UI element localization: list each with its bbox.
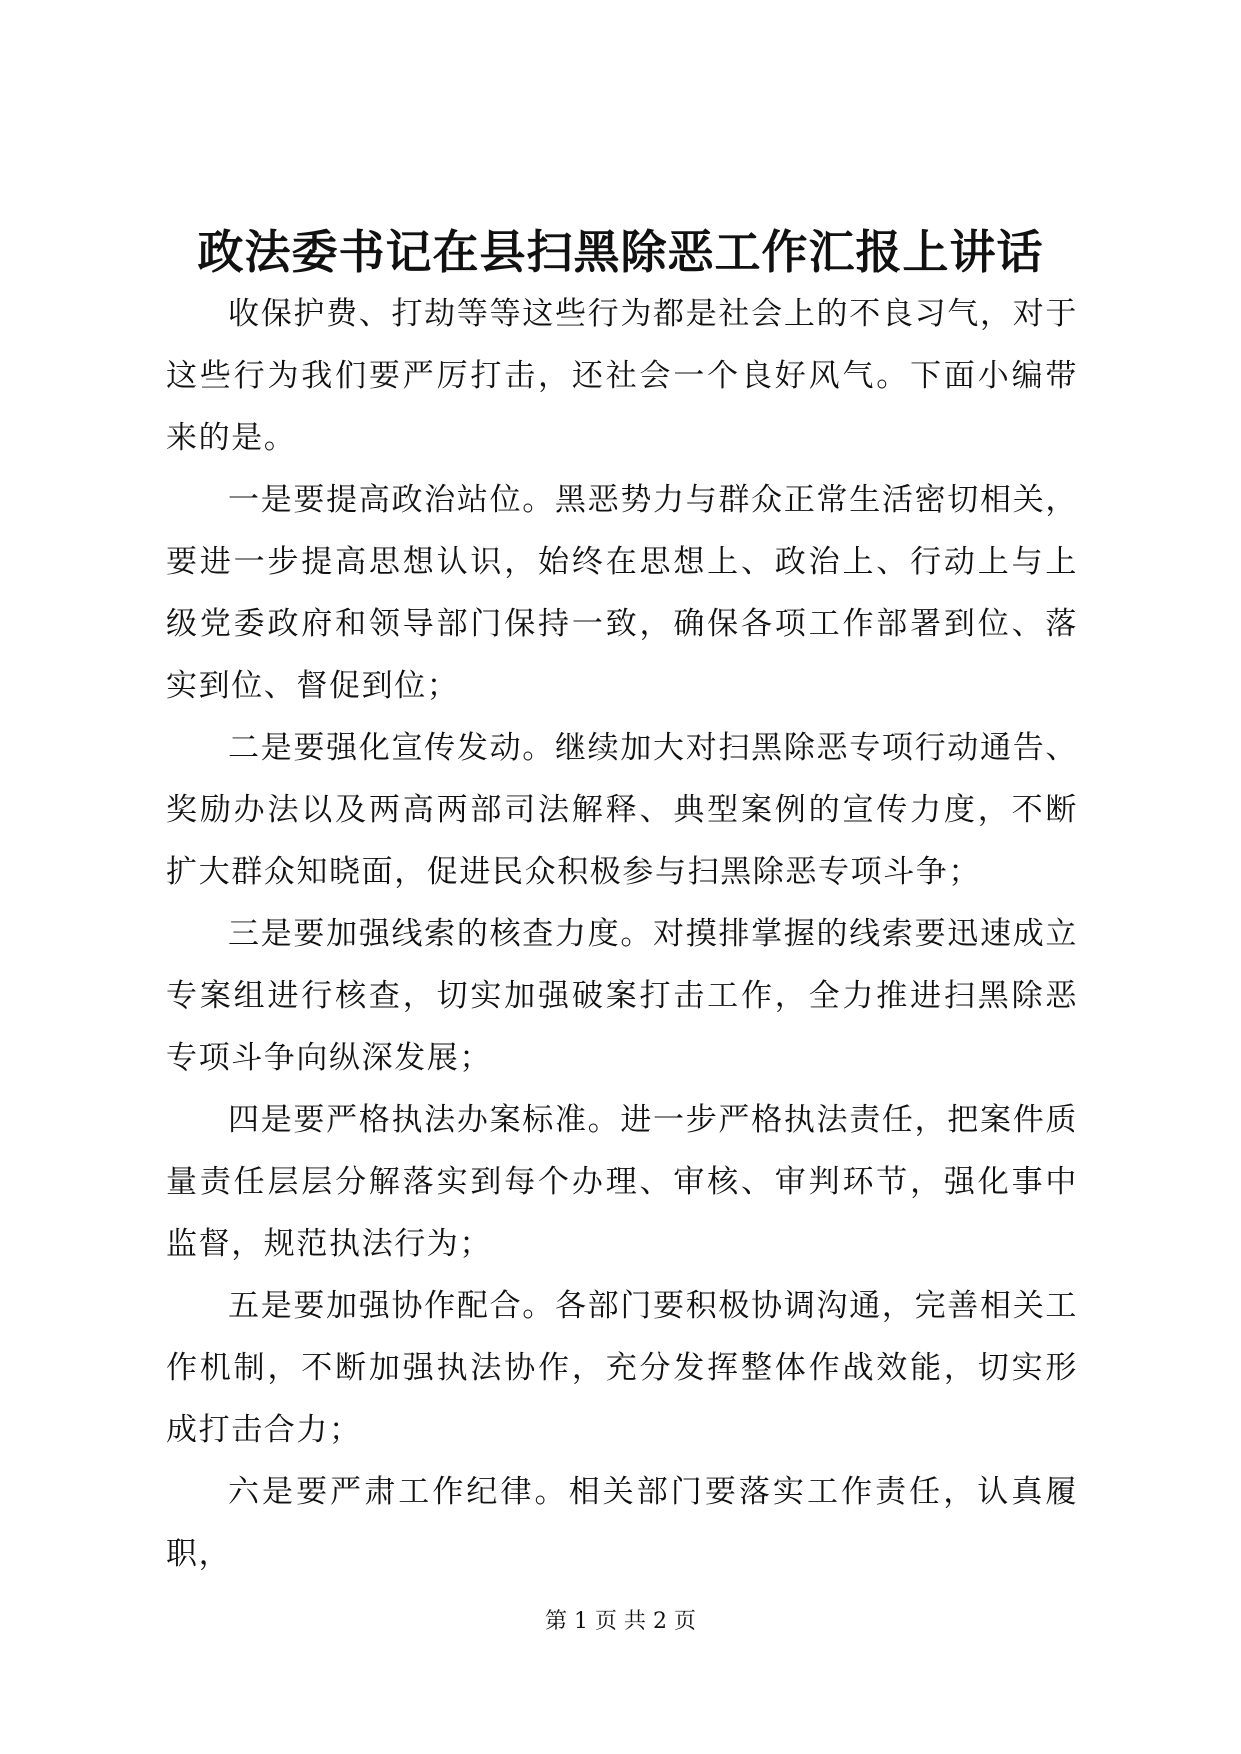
paragraph-point-3: 三是要加强线索的核查力度。对摸排掌握的线索要迅速成立专案组进行核查，切实加强破案打击工作，全力推进扫黑除恶专项斗争向纵深发展； bbox=[166, 916, 1078, 1076]
paragraph-point-6: 六是要严肃工作纪律。相关部门要落实工作责任，认真履职， bbox=[166, 1474, 1078, 1572]
paragraph-point-2: 二是要强化宣传发动。继续加大对扫黑除恶专项行动通告、奖励办法以及两高两部司法解释、典型案例的宣传力度，不断扩大群众知晓面，促进民众积极参与扫黑除恶专项斗争； bbox=[166, 730, 1078, 890]
paragraph-point-5: 五是要加强协作配合。各部门要积极协调沟通，完善相关工作机制，不断加强执法协作，充分发挥整体作战效能，切实形成打击合力； bbox=[166, 1288, 1078, 1448]
document-body bbox=[166, 283, 1078, 1585]
document-title: 政法委书记在县扫黑除恶工作汇报上讲话 bbox=[197, 225, 1044, 279]
paragraph-point-4: 四是要严格执法办案标准。进一步严格执法责任，把案件质量责任层层分解落实到每个办理、审核、审判环节，强化事中监督，规范执法行为； bbox=[166, 1102, 1078, 1262]
paragraph-point-1: 一是要提高政治站位。黑恶势力与群众正常生活密切相关，要进一步提高思想认识，始终在思想上、政治上、行动上与上级党委政府和领导部门保持一致，确保各项工作部署到位、落实到位、督促到位； bbox=[166, 482, 1078, 704]
page-footer: 第 1 页 共 2 页 bbox=[545, 1609, 696, 1634]
paragraph-intro: 收保护费、打劫等等这些行为都是社会上的不良习气，对于这些行为我们要严厉打击，还社会一个良好风气。下面小编带来的是。 bbox=[166, 296, 1078, 456]
